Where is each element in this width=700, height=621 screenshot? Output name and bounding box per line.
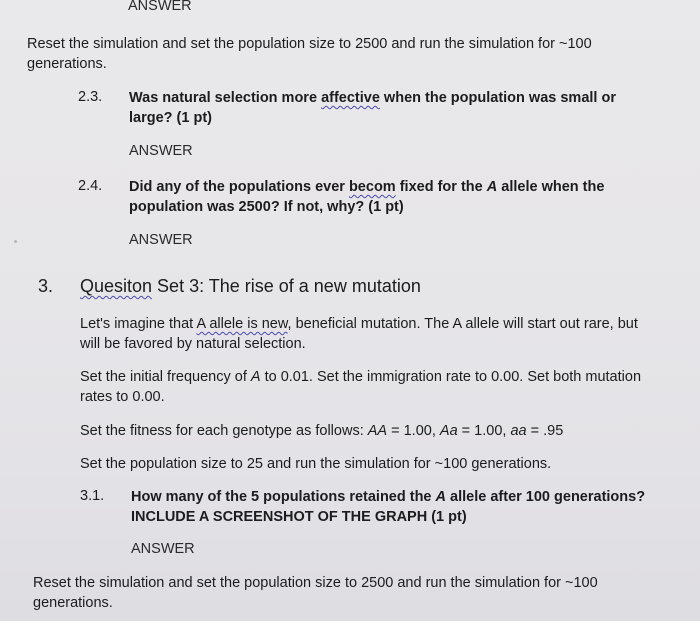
q2-3-line2: large? (1 pt) [129,110,212,126]
intro-line1: Let's imagine that A allele is new, beneficial mutation. The A allele will start out rare, but [80,316,638,332]
q2-4-line1: Did any of the populations ever becom fixed for the A allele when the [129,179,605,195]
grammar-check-allele: A allele is new [196,316,288,332]
q2-4-number: 2.4. [78,178,103,194]
q2-4-text [129,177,604,217]
q2-3-number: 2.3. [78,89,103,105]
q3-1-line2: INCLUDE A SCREENSHOT OF THE GRAPH (1 pt) [131,509,467,525]
frequency-line2: rates to 0.00. [80,389,165,405]
section-3-title: Quesiton Set 3: The rise of a new mutation [80,276,421,296]
frequency-paragraph [80,367,641,407]
spell-check-becom: becom [348,179,396,195]
intro-paragraph [80,314,638,354]
section-3-number: 3. [38,276,54,296]
q2-4-line2: population was 2500? If not, why? (1 pt) [129,199,404,215]
reset-1-line1: Reset the simulation and set the population size to 2500 and run the simulation for ~100 [27,36,592,52]
q2-3-text [129,88,616,128]
paper-speck [14,240,17,243]
q3-1-line1: How many of the 5 populations retained the A allele after 100 generations? [131,489,646,505]
reset-instruction-1 [27,34,592,74]
q2-3-line1: Was natural selection more affective when the population was small or [129,90,616,106]
population-paragraph: Set the population size to 25 and run the simulation for ~100 generations. [80,456,552,472]
spell-check-quesiton: Quesiton [80,276,153,296]
q2-4-answer: ANSWER [129,232,193,248]
top-answer: ANSWER [128,0,192,14]
reset-2-line1: Reset the simulation and set the population size to 2500 and run the simulation for ~100 [33,575,598,591]
q3-1-answer: ANSWER [131,541,195,557]
q2-3-answer: ANSWER [129,143,193,159]
fitness-paragraph: Set the fitness for each genotype as follows: AA = 1.00, Aa = 1.00, aa = .95 [80,423,564,439]
reset-2-line2: generations. [33,595,113,611]
reset-1-line2: generations. [27,56,107,72]
reset-instruction-2 [33,573,598,613]
q3-1-number: 3.1. [80,488,105,504]
spell-check-affective: affective [321,90,380,106]
q3-1-text [131,487,645,527]
intro-line2: will be favored by natural selection. [80,336,306,352]
frequency-line1: Set the initial frequency of A to 0.01. Set the immigration rate to 0.00. Set both mutation [80,369,642,385]
